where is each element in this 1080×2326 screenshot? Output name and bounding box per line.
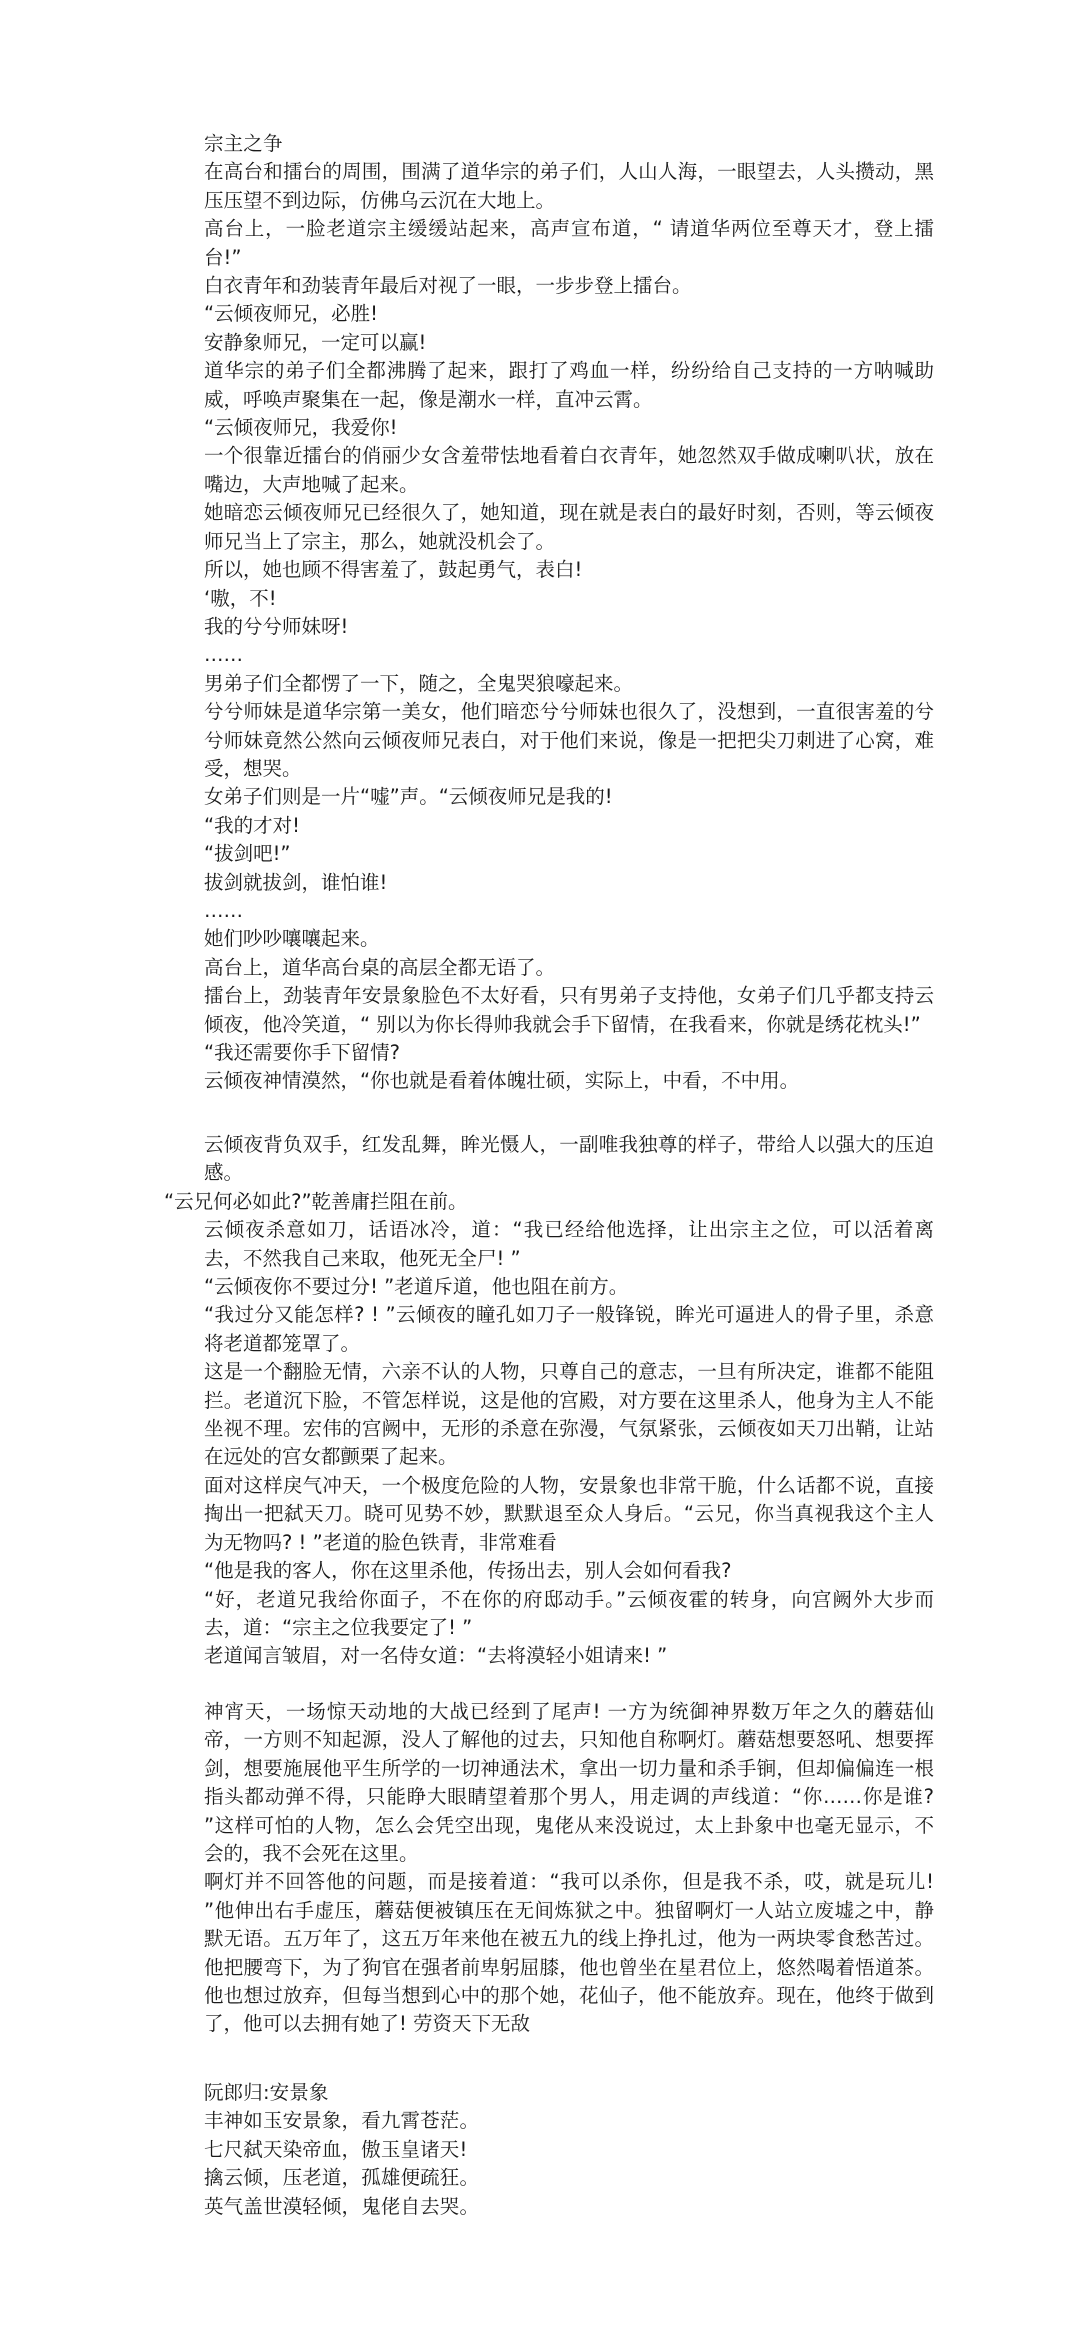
paragraph: 啊灯并不回答他的问题，而是接着道：“我可以杀你，但是我不杀，哎，就是玩儿! ”他伸出右手虚压，蘑菇便被镇压在无间炼狱之中。独留啊灯一人站立废墟之中，静默无语。五万年了，这五万年来他在被五九的线上挣扎过，他为一两块零食愁苦过。他把腰弯下，为了狗官在强者前卑躬屈膝，他也曾坐在星君位上，悠然喝着悟道茶。他也想过放弃，但每当想到心中的那个她，花仙子，他不能放弃。现在，他终于做到了，他可以去拥有她了! 劳资天下无敌: [204, 1870, 934, 2036]
paragraph: 道华宗的弟子们全都沸腾了起来，跟打了鸡血一样，纷纷给自己支持的一方呐喊助威，呼唤声聚集在一起，像是潮水一样，直冲云霄。: [204, 359, 934, 411]
section-yunqingye: [164, 1131, 934, 1671]
paragraph: 拔剑就拔剑，谁怕谁!: [204, 870, 388, 894]
poem-line: 擒云倾，压老道，孤雄便疏狂。: [204, 2166, 480, 2190]
paragraph: ‘嗷，不!: [204, 586, 277, 610]
paragraph: 高台上，道华高台桌的高层全都无语了。: [204, 955, 556, 979]
paragraph: “云倾夜师兄，必胜!: [204, 302, 378, 326]
paragraph: 安静象师兄，一定可以赢!: [204, 330, 427, 354]
paragraph: 这是一个翻脸无情，六亲不认的人物，只尊自己的意志，一旦有所决定，谁都不能阻拦。老道沉下脸，不管怎样说，这是他的宫殿，对方要在这里杀人，他身为主人不能坐视不理。宏伟的宫阙中，无形的杀意在弥漫，气氛紧张，云倾夜如天刀出鞘，让站在远处的宫女都颤栗了起来。: [204, 1360, 934, 1469]
paragraph: “我的才对!: [204, 813, 300, 837]
poem-line: 丰神如玉安景象，看九霄苍茫。: [204, 2109, 480, 2133]
paragraph: 云倾夜背负双手，红发乱舞，眸光慑人，一副唯我独尊的样子，带给人以强大的压迫感。: [204, 1133, 934, 1185]
poem-line: 英气盖世漠轻倾，鬼佬自去哭。: [204, 2194, 480, 2218]
paragraph: 男弟子们全都愣了一下，随之，全鬼哭狼嚎起来。: [204, 671, 634, 695]
paragraph: 女弟子们则是一片“嘘”声。“云倾夜师兄是我的!: [204, 785, 613, 809]
paragraph: “云兄何必如此?”乾善庸拦阻在前。: [164, 1189, 468, 1213]
paragraph: 我的兮兮师妹呀!: [204, 614, 349, 638]
paragraph: 一个很靠近擂台的俏丽少女含羞带怯地看着白衣青年，她忽然双手做成喇叭状，放在嘴边，大声地喊了起来。: [204, 444, 934, 496]
paragraph: 神宵天，一场惊天动地的大战已经到了尾声! 一方为统御神界数万年之久的蘑菇仙帝，一方则不知起源，没人了解他的过去，只知他自称啊灯。蘑菇想要怒吼、想要挥剑，想要施展他平生所学的一切神通法术，拿出一切力量和杀手锏，但却偏偏连一根指头都动弹不得，只能睁大眼睛望着那个男人，用走调的声线道：“你……你是谁? ”这样可怕的人物，怎么会凭空出现，鬼佬从来没说过，太上卦象中也毫无显示，不会的，我不会死在这里。: [204, 1700, 934, 1866]
section-shenxiaotian: [164, 1698, 934, 2039]
paragraph: “他是我的客人，你在这里杀他，传扬出去，别人会如何看我?: [204, 1559, 732, 1583]
paragraph: 面对这样戾气冲天，一个极度危险的人物，安景象也非常干脆，什么话都不说，直接掏出一把弑天刀。晓可见势不妙，默默退至众人身后。“云兄，你当真视我这个主人为无物吗? ! ”老道的脸色铁青，非常难看: [204, 1473, 934, 1554]
paragraph: 在高台和擂台的周围，围满了道华宗的弟子们，人山人海，一眼望去，人头攒动，黑压压望不到边际，仿佛乌云沉在大地上。: [204, 160, 934, 212]
paragraph: 云倾夜杀意如刀，话语冰冷，道：“我已经给他选择，让出宗主之位，可以活着离去，不然我自己来取，他死无全尸! ”: [204, 1218, 934, 1270]
paragraph: 所以，她也顾不得害羞了，鼓起勇气，表白!: [204, 558, 583, 582]
paragraph: 擂台上，劲装青年安景象脸色不太好看，只有男弟子支持他，女弟子们几乎都支持云倾夜，他冷笑道，“ 别以为你长得帅我就会手下留情，在我看来，你就是绣花枕头!”: [204, 984, 934, 1036]
section-zongzhu: [164, 130, 934, 1096]
paragraph: 云倾夜神情漠然，“你也就是看着体魄壮硕，实际上，中看，不中用。: [204, 1069, 800, 1093]
paragraph: ……: [204, 898, 243, 922]
paragraph: 她暗恋云倾夜师兄已经很久了，她知道，现在就是表白的最好时刻，否则，等云倾夜师兄当上了宗主，那么，她就没机会了。: [204, 501, 934, 553]
paragraph: “云倾夜你不要过分! ”老道斥道，他也阻在前方。: [204, 1275, 629, 1299]
paragraph: “我还需要你手下留情?: [204, 1041, 400, 1064]
paragraph: “好，老道兄我给你面子，不在你的府邸动手。”云倾夜霍的转身，向宫阙外大步而去，道：“宗主之位我要定了! ”: [204, 1587, 934, 1639]
poem-title: 阮郎归:安景象: [204, 2081, 329, 2104]
poem-line: 七尺弑天染帝血，傲玉皇诸天!: [204, 2137, 468, 2161]
paragraph: ……: [204, 643, 243, 667]
paragraph: “我过分又能怎样? ! ”云倾夜的瞳孔如刀子一般锋锐，眸光可逼进人的骨子里，杀意将老道都笼罩了。: [204, 1303, 934, 1355]
paragraph: 老道闻言皱眉，对一名侍女道：“去将漠轻小姐请来! ”: [204, 1644, 668, 1668]
section-title: 宗主之争: [204, 132, 283, 155]
paragraph: 她们吵吵嚷嚷起来。: [204, 927, 380, 951]
paragraph: 兮兮师妹是道华宗第一美女，他们暗恋兮兮师妹也很久了，没想到，一直很害羞的兮兮师妹竟然公然向云倾夜师兄表白，对于他们来说，像是一把把尖刀刺进了心窝，难受，想哭。: [204, 700, 934, 780]
paragraph: 高台上，一脸老道宗主缓缓站起来，高声宣布道，“ 请道华两位至尊天才，登上擂台!”: [204, 217, 934, 269]
paragraph: 白衣青年和劲装青年最后对视了一眼，一步步登上擂台。: [204, 274, 692, 298]
paragraph: “拔剑吧!”: [204, 842, 291, 866]
paragraph: “云倾夜师兄，我爱你!: [204, 416, 398, 440]
section-poem: [164, 2079, 934, 2221]
